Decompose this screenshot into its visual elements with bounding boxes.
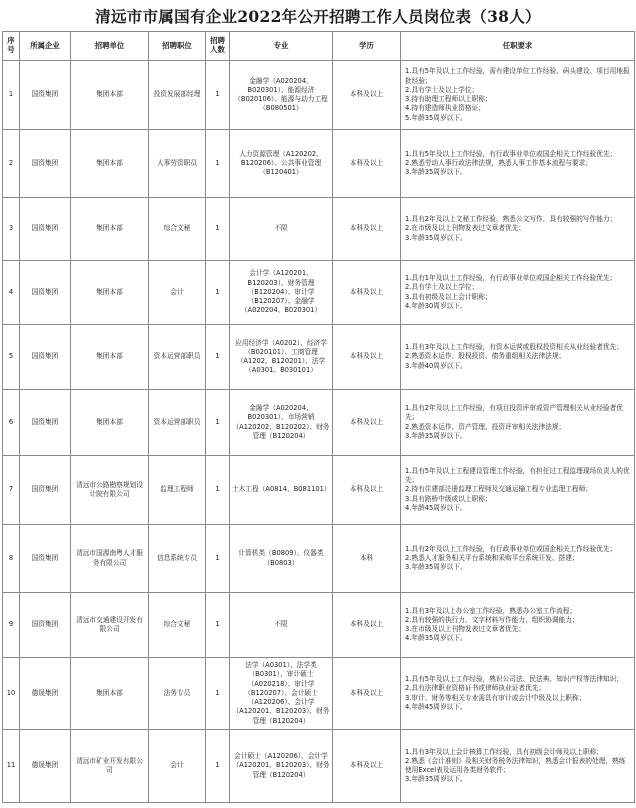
cell-position: 资本运营部职员 (149, 325, 206, 390)
cell-position: 综合文秘 (149, 198, 206, 261)
cell-unit: 集团本部 (71, 390, 149, 456)
requirement-line: 3.具有初级及以上会计职称； (405, 292, 492, 301)
header-education: 学历 (333, 32, 401, 61)
cell-company: 国资集团 (20, 593, 71, 658)
cell-major: 计算机类（B0809）、仪器类（B0803） (230, 525, 333, 593)
cell-company: 国资集团 (20, 325, 71, 390)
cell-position: 会计 (149, 261, 206, 325)
requirement-line: 1.具有5年及以上工程建设管理工作经验，有担任过工程监理现场负责人的优先； (405, 466, 630, 485)
table-row (3, 130, 635, 198)
cell-requirements (401, 658, 635, 730)
cell-education: 本科及以上 (333, 261, 401, 325)
cell-unit: 清远市国源南粤人才服务有限公司 (71, 525, 149, 593)
requirement-line: 3.审计、财务等相关专业需具有审计或会计中级及以上职称； (405, 693, 586, 702)
cell-education: 本科及以上 (333, 730, 401, 803)
cell-major: 不限 (230, 593, 333, 658)
requirement-line: 2.具有较强的执行力、文字材料写作能力，组织协调能力； (405, 615, 579, 624)
cell-position: 人事劳资职员 (149, 130, 206, 198)
requirement-line: 2.熟悉劳动人事行政法律法规，熟悉人事工作基本流程与要求； (405, 158, 592, 167)
header-company: 所属企业 (20, 32, 71, 61)
cell-unit: 集团本部 (71, 325, 149, 390)
cell-education: 本科及以上 (333, 325, 401, 390)
requirement-line: 3.持有助理工程师以上职称； (405, 95, 492, 103)
table-row (3, 198, 635, 261)
cell-requirements (401, 593, 635, 658)
cell-count: 1 (206, 325, 230, 390)
cell-company: 国资集团 (20, 61, 71, 130)
header-unit: 招聘单位 (71, 32, 149, 61)
requirement-line: 3.年龄40周岁以下。 (405, 361, 467, 370)
cell-unit: 集团本部 (71, 198, 149, 261)
cell-unit: 集团本部 (71, 130, 149, 198)
requirement-line: 4.年龄30周岁以下。 (405, 301, 467, 310)
requirement-line: 3.具有路桥中级或以上职称； (405, 494, 492, 503)
cell-requirements (401, 198, 635, 261)
requirement-line: 1.具有3年及以上工作经验，有资本运营或股权投资相关从业经验者优先； (405, 343, 623, 352)
table-row (3, 325, 635, 390)
requirement-line: 1.具有2年及以上工作经验，有项目投资评审或资产管理相关从业经验者优先； (405, 404, 623, 422)
cell-seq: 2 (3, 130, 20, 198)
requirement-line: 1.具有2年及以上文秘工作经验，熟悉公文写作，具有较强的写作能力； (405, 215, 617, 224)
requirement-line: 2.具有学士及以上学位； (405, 85, 479, 94)
requirement-line: 1.具有3年及以上会计核算工作经验，具有初级会计师及以上职称； (405, 747, 603, 756)
cell-unit: 集团本部 (71, 61, 149, 130)
cell-count: 1 (206, 730, 230, 803)
cell-seq: 8 (3, 525, 20, 593)
cell-position: 综合文秘 (149, 593, 206, 658)
table-row (3, 525, 635, 593)
requirement-line: 2.持有住建部注册监理工程师及交通运输工程专业监理工程师； (405, 485, 592, 494)
cell-unit: 清远市公路勘察规划设计院有限公司 (71, 456, 149, 525)
cell-major: 会计学（A120201、B120203）、财务管理（B120204）、审计学（B120207）、金融学（A020204、B020301） (230, 261, 333, 325)
requirement-line: 2.在市级及以上刊物发表过文章者优先； (405, 224, 526, 233)
requirement-line: 4.年龄45周岁以下。 (405, 702, 467, 711)
cell-major: 应用经济学（A0202）、经济学（B020101）、工商管理（A1202、B120201）、法学（A0301、B030101） (230, 325, 333, 390)
cell-education: 本科及以上 (333, 456, 401, 525)
cell-education: 本科及以上 (333, 61, 401, 130)
cell-position: 投资发展部经理 (149, 61, 206, 130)
requirement-line: 3.年龄35周岁以下。 (405, 563, 467, 572)
cell-seq: 5 (3, 325, 20, 390)
cell-count: 1 (206, 390, 230, 456)
requirement-line: 5.年龄35周岁以下。 (405, 113, 467, 122)
cell-count: 1 (206, 658, 230, 730)
cell-company: 国资集团 (20, 261, 71, 325)
requirement-line: 2.熟悉《会计准则》及相关财务税务法律知识，熟悉会计报表的处理，熟练使用Excel表及运用各类财务软件； (405, 756, 626, 774)
table-header-row (3, 32, 635, 61)
cell-seq: 6 (3, 390, 20, 456)
cell-position: 资本运营部职员 (149, 390, 206, 456)
cell-company: 国资集团 (20, 525, 71, 593)
cell-unit: 清远市交通建设开发有限公司 (71, 593, 149, 658)
requirement-line: 4.持有建造师执业资格证； (405, 104, 485, 113)
cell-education: 本科 (333, 525, 401, 593)
table-row (3, 593, 635, 658)
requirement-line: 1.具有2年及以上工作经验，有行政事业单位或国企相关工作经验优先； (405, 544, 617, 553)
cell-company: 国资集团 (20, 130, 71, 198)
requirement-line: 3.年龄35周岁以下。 (405, 775, 467, 784)
cell-education: 本科及以上 (333, 390, 401, 456)
cell-company: 德晟集团 (20, 730, 71, 803)
cell-requirements (401, 61, 635, 130)
header-position: 招聘职位 (149, 32, 206, 61)
cell-requirements (401, 390, 635, 456)
cell-unit: 清远市矿业开发有限公司 (71, 730, 149, 803)
cell-count: 1 (206, 61, 230, 130)
requirement-line: 1.具有1年及以上工作经验，有行政事业单位或国企相关工作经验优先； (405, 274, 617, 282)
cell-position: 会计 (149, 730, 206, 803)
cell-major: 法学（A0301）、法学类（B0301）、审计硕士（A020218）、审计学（B120207）、会计硕士（A120206）、会计学（A120201、B120203）、财务管理（B120204） (230, 658, 333, 730)
cell-major: 金融学（A020204、B020301）、能源经济（B020106）、能源与动力工程（B080501） (230, 61, 333, 130)
cell-education: 本科及以上 (333, 658, 401, 730)
requirement-line: 1.具有5年及以上工作经验，有行政事业单位或国企相关工作经验优先； (405, 149, 617, 158)
cell-company: 国资集团 (20, 198, 71, 261)
requirement-line: 3.在市级及以上刊物发表过文章者优先； (405, 625, 526, 633)
table-row (3, 390, 635, 456)
cell-major: 会计硕士（A120206）、会计学（A120201、B120203）、财务管理（B120204） (230, 730, 333, 803)
requirement-line: 1.具有5年及以上工作经验，需有建设单位工作经验、码头建设、项目用地报批经验； (405, 67, 630, 85)
requirement-line: 4.年龄35周岁以下。 (405, 634, 467, 643)
cell-seq: 3 (3, 198, 20, 261)
requirement-line: 2.具有法律职业资格证书或律师执业证者优先； (405, 684, 546, 693)
requirement-line: 2.熟悉资本运作、股权投资、债务重组相关法律法规； (405, 352, 566, 361)
requirement-line: 4.年龄45周岁以下。 (405, 503, 467, 512)
cell-requirements (401, 730, 635, 803)
table-row (3, 61, 635, 130)
requirement-line: 2.具有学士及以上学位； (405, 283, 479, 292)
table-row (3, 261, 635, 325)
requirement-line: 1.具有5年及以上工作经验，熟识公司法、民法典、知识产权等法律知识； (405, 675, 623, 683)
cell-seq: 9 (3, 593, 20, 658)
cell-unit: 集团本部 (71, 261, 149, 325)
cell-major: 金融学（A020204、B020301）、市场营销（A120202、B120202）、财务管理（B120204） (230, 390, 333, 456)
cell-seq: 11 (3, 730, 20, 803)
cell-count: 1 (206, 198, 230, 261)
requirement-line: 2.熟悉人才服务相关平台系统和采购平台系统开发、搭建； (405, 553, 579, 562)
cell-seq: 1 (3, 61, 20, 130)
cell-major: 人力资源管理（A120202、B120206）、公共事业管理（B120401） (230, 130, 333, 198)
cell-count: 1 (206, 130, 230, 198)
cell-education: 本科及以上 (333, 130, 401, 198)
cell-requirements (401, 325, 635, 390)
cell-count: 1 (206, 593, 230, 658)
cell-major: 不限 (230, 198, 333, 261)
cell-company: 国资集团 (20, 390, 71, 456)
table-row (3, 658, 635, 730)
cell-unit: 集团本部 (71, 658, 149, 730)
table-row (3, 730, 635, 803)
cell-count: 1 (206, 525, 230, 593)
cell-seq: 7 (3, 456, 20, 525)
cell-requirements (401, 130, 635, 198)
requirement-line: 3.年龄35周岁以下。 (405, 431, 467, 440)
header-requirements: 任职要求 (401, 32, 635, 61)
cell-seq: 10 (3, 658, 20, 730)
cell-company: 德晟集团 (20, 658, 71, 730)
cell-education: 本科及以上 (333, 593, 401, 658)
requirement-line: 1.具有3年及以上办公室工作经验，熟悉办公室工作流程； (405, 606, 577, 615)
cell-requirements (401, 525, 635, 593)
cell-count: 1 (206, 261, 230, 325)
cell-seq: 4 (3, 261, 20, 325)
requirement-line: 3.年龄35周岁以下。 (405, 168, 467, 177)
cell-requirements (401, 261, 635, 325)
positions-table (2, 31, 635, 803)
cell-count: 1 (206, 456, 230, 525)
header-count: 招聘人数 (206, 32, 230, 61)
requirement-line: 3.年龄35周岁以下。 (405, 233, 467, 242)
cell-position: 信息系统专员 (149, 525, 206, 593)
cell-requirements (401, 456, 635, 525)
cell-position: 法务专员 (149, 658, 206, 730)
table-row (3, 456, 635, 525)
cell-position: 监理工程师 (149, 456, 206, 525)
cell-company: 国资集团 (20, 456, 71, 525)
cell-education: 本科及以上 (333, 198, 401, 261)
page-title: 清远市市属国有企业2022年公开招聘工作人员岗位表（38人） (95, 6, 541, 26)
requirement-line: 2.熟悉资本运作、资产管理、投资评审相关法律法规； (405, 422, 566, 431)
cell-major: 土木工程（A0814、B081101） (230, 456, 333, 525)
header-major: 专业 (230, 32, 333, 61)
header-seq: 序号 (3, 32, 20, 61)
